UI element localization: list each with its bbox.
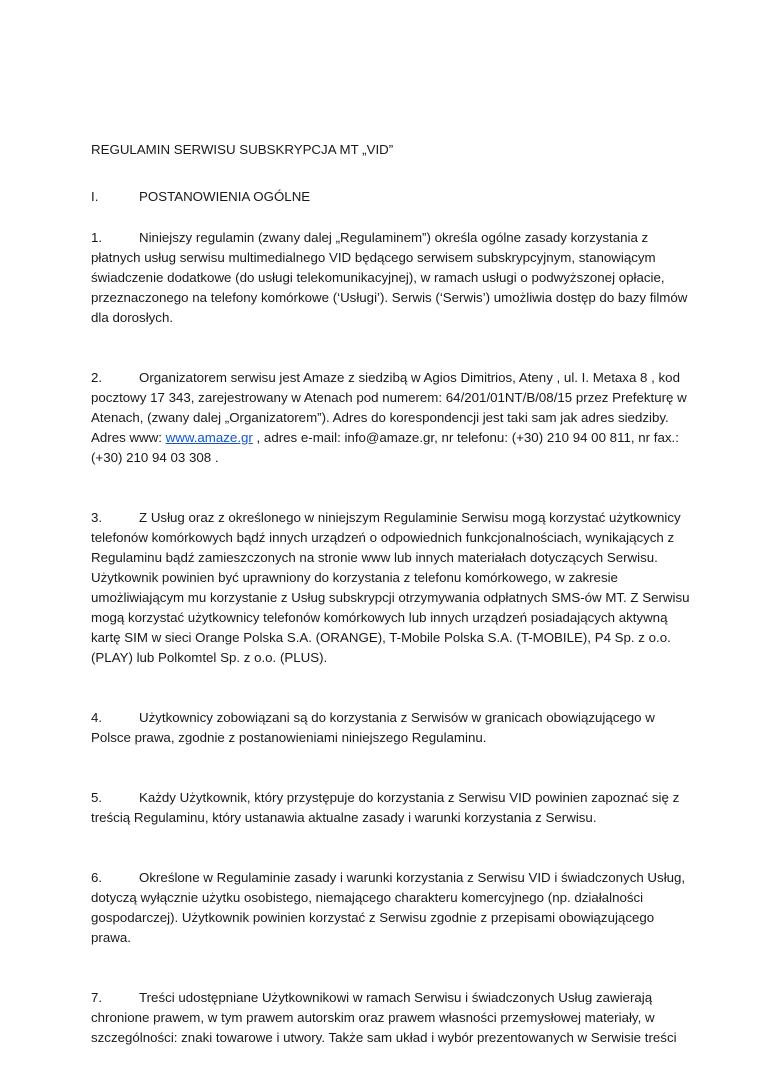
paragraph-number: 3.: [91, 510, 103, 525]
paragraph-text: Użytkownicy zobowiązani są do korzystania z Serwisów w granicach obowiązującego w Polsce prawa, zgodnie z postanowieniami niniejszego Regulaminu.: [91, 710, 655, 745]
paragraph-number: 1.: [91, 230, 103, 245]
paragraph-number: 6.: [91, 870, 103, 885]
paragraph-text: Niniejszy regulamin (zwany dalej „Regulaminem”) określa ogólne zasady korzystania z płatnych usług serwisu multimedialnego VID będącego serwisem subskrypcyjnym, stanowiącym świadczenie dodatkowe (do usługi telekomunikacyjnej), w ramach usługi o podwyższonej opłacie, przeznaczonego na telefony komórkowe (‘Usługi’). Serwis (‘Serwis’) umożliwia dostęp do bazy filmów dla dorosłych.: [91, 230, 688, 325]
paragraph-4: [91, 708, 691, 748]
section-number: I.: [91, 189, 99, 204]
paragraph-text: Treści udostępniane Użytkownikowi w ramach Serwisu i świadczonych Usług zawierają chronione prawem, w tym prawem autorskim oraz prawem własności przemysłowej materiały, w szczególności: znaki towarowe i utwory. Także sam układ i wybór prezentowanych w Serwisie treści: [91, 990, 677, 1045]
paragraph-text-after-link: , adres e-mail: info@amaze.gr, nr telefonu: (+30) 210 94 00 811, nr fax.: (+30) 210 94 03 308 .: [91, 430, 679, 465]
paragraph-text: Każdy Użytkownik, który przystępuje do korzystania z Serwisu VID powinien zapoznać się z treścią Regulaminu, który ustanawia aktualne zasady i warunki korzystania z Serwisu.: [91, 790, 680, 825]
document-content: [91, 140, 691, 1088]
paragraph-7: [91, 988, 691, 1048]
paragraph-1: [91, 228, 691, 328]
website-link[interactable]: www.amaze.gr: [165, 430, 253, 445]
section-title: POSTANOWIENIA OGÓLNE: [139, 189, 311, 204]
paragraph-text: Z Usług oraz z określonego w niniejszym Regulaminie Serwisu mogą korzystać użytkownicy telefonów komórkowych bądź innych urządzeń o odpowiednich funkcjonalnościach, wynikających z Regulaminu bądź zamieszczonych na stronie www lub innych materiałach dotyczących Serwisu. Użytkownik powinien być uprawniony do korzystania z telefonu komórkowego, w zakresie umożliwiającym mu korzystanie z Usług subskrypcji otrzymywania odpłatnych SMS-ów MT. Z Serwisu mogą korzystać użytkownicy telefonów komórkowych lub innych urządzeń posiadających aktywną kartę SIM w sieci Orange Polska S.A. (ORANGE), T-Mobile Polska S.A. (T-MOBILE), P4 Sp. z o.o. (PLAY) lub Polkomtel Sp. z o.o. (PLUS).: [91, 510, 690, 665]
paragraph-text: Określone w Regulaminie zasady i warunki korzystania z Serwisu VID i świadczonych Usług, dotyczą wyłącznie użytku osobistego, niemającego charakteru komercyjnego (np. działalności gospodarczej). Użytkownik powinien korzystać z Serwisu zgodnie z przepisami obowiązującego prawa.: [91, 870, 686, 945]
paragraph-6: [91, 868, 691, 948]
paragraph-number: 7.: [91, 990, 103, 1005]
paragraph-5: [91, 788, 691, 828]
paragraph-number: 4.: [91, 710, 103, 725]
paragraph-2: [91, 368, 691, 468]
paragraph-3: [91, 508, 691, 668]
paragraph-number: 5.: [91, 790, 103, 805]
paragraph-number: 2.: [91, 370, 103, 385]
paragraph-text-before-link: Organizatorem serwisu jest Amaze z siedzibą w Agios Dimitrios, Ateny , ul. I. Metaxa 8 , kod pocztowy 17 343, zarejestrowany w Atenach pod numerem: 64/201/01NT/B/08/15 przez Prefekturę w Atenach, (zwany dalej „Organizatorem”). Adres do korespondencji jest taki sam jak adres siedziby. Adres www:: [91, 370, 687, 445]
document-title: REGULAMIN SERWISU SUBSKRYPCJA MT „VID”: [91, 142, 394, 157]
section-heading: [91, 187, 691, 207]
